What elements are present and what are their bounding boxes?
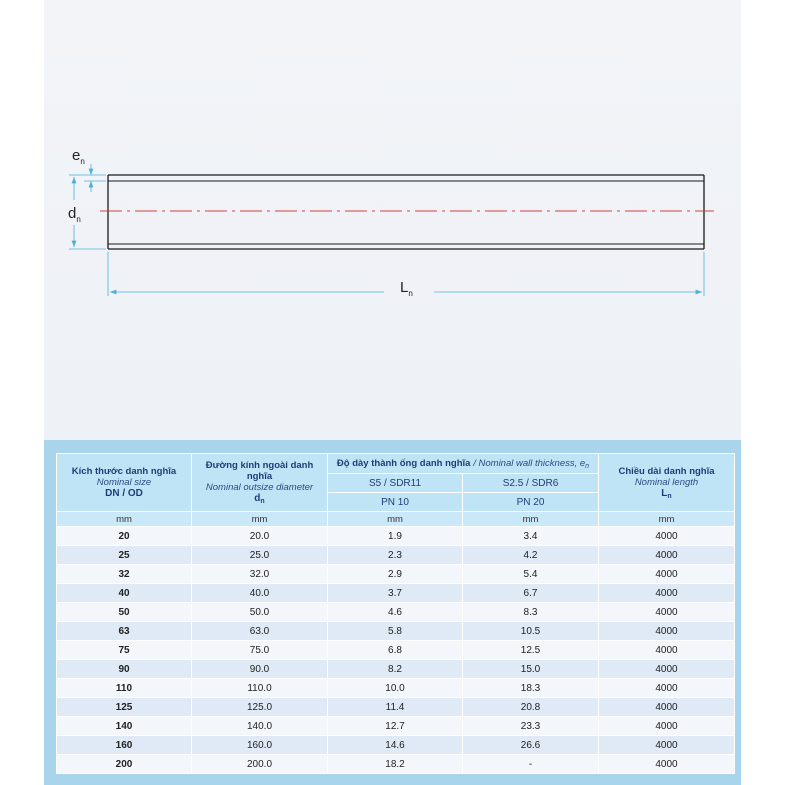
table-cell: 125.0 [192, 698, 328, 717]
spec-table [56, 453, 735, 774]
table-cell: 160.0 [192, 736, 328, 755]
table-cell: 11.4 [328, 698, 463, 717]
table-cell: 4.6 [328, 603, 463, 622]
table-cell: 3.7 [328, 584, 463, 603]
table-cell: 200 [57, 755, 192, 774]
table-cell: 6.7 [463, 584, 599, 603]
table-cell: 125 [57, 698, 192, 717]
table-cell: 4000 [599, 546, 735, 565]
table-cell: 4000 [599, 527, 735, 546]
table-cell: 5.4 [463, 565, 599, 584]
table-cell: 140.0 [192, 717, 328, 736]
table-cell: 18.2 [328, 755, 463, 774]
table-cell: 5.8 [328, 622, 463, 641]
unit-row [57, 512, 735, 527]
table-cell: 26.6 [463, 736, 599, 755]
table-cell: 10.0 [328, 679, 463, 698]
table-cell: 110.0 [192, 679, 328, 698]
header-nominal-length-en: Nominal length [634, 476, 699, 488]
table-cell: 110 [57, 679, 192, 698]
table-cell: 75 [57, 641, 192, 660]
table-cell: 200.0 [192, 755, 328, 774]
table-row [57, 641, 735, 660]
table-cell: 4.2 [463, 546, 599, 565]
table-cell: 160 [57, 736, 192, 755]
table-row [57, 679, 735, 698]
table-cell: 8.2 [328, 660, 463, 679]
header-wall-thickness-vn: Độ dày thành ống danh nghĩa [336, 457, 471, 469]
table-row [57, 755, 735, 774]
table-row [57, 698, 735, 717]
table-cell: 18.3 [463, 679, 599, 698]
table-cell: 4000 [599, 660, 735, 679]
table-cell: 32 [57, 565, 192, 584]
pipe-outline [108, 175, 704, 249]
table-cell: 40 [57, 584, 192, 603]
header-wall-thickness: Độ dày thành ống danh nghĩa / Nominal wall thickness, $e_n$ [328, 454, 599, 474]
unit-cell: mm [328, 512, 463, 527]
table-cell: 63 [57, 622, 192, 641]
header-nominal-size-en: Nominal size [96, 477, 152, 488]
table-row [57, 717, 735, 736]
table-cell: 25.0 [192, 546, 328, 565]
table-cell: 12.7 [328, 717, 463, 736]
table-row [57, 565, 735, 584]
table-cell: 4000 [599, 641, 735, 660]
table-cell: 4000 [599, 584, 735, 603]
table-cell: 12.5 [463, 641, 599, 660]
table-cell: 50.0 [192, 603, 328, 622]
table-cell: 4000 [599, 698, 735, 717]
table-row [57, 584, 735, 603]
table-row [57, 660, 735, 679]
table-cell: 90.0 [192, 660, 328, 679]
header-s25: S2.5 / SDR6 [463, 474, 599, 493]
header-nominal-length-sym: $L_n$ [661, 487, 672, 500]
table-cell: 8.3 [463, 603, 599, 622]
unit-cell: mm [463, 512, 599, 527]
header-nominal-length [599, 454, 735, 512]
table-cell: 40.0 [192, 584, 328, 603]
header-nominal-size-vn: Kích thước danh nghĩa [71, 466, 177, 477]
table-body [57, 527, 735, 774]
table-cell: 3.4 [463, 527, 599, 546]
header-nominal-length-vn: Chiều dài danh nghĩa [618, 465, 715, 477]
table-cell: 1.9 [328, 527, 463, 546]
pipe-drawing [44, 0, 741, 440]
table-cell: 15.0 [463, 660, 599, 679]
table-cell: 75.0 [192, 641, 328, 660]
table-cell: 4000 [599, 565, 735, 584]
table-row [57, 603, 735, 622]
unit-cell: mm [192, 512, 328, 527]
table-cell: 4000 [599, 755, 735, 774]
table-cell: 50 [57, 603, 192, 622]
table-cell: 23.3 [463, 717, 599, 736]
table-cell: 20.0 [192, 527, 328, 546]
table-cell: 6.8 [328, 641, 463, 660]
table-cell: 90 [57, 660, 192, 679]
table-cell: - [463, 755, 599, 774]
table-container [44, 440, 741, 785]
header-pn10: PN 10 [328, 493, 463, 512]
header-nominal-size-code: DN / OD [105, 488, 143, 499]
label-L: $L_n$ [400, 279, 413, 298]
table-cell: 4000 [599, 736, 735, 755]
table-cell: 4000 [599, 622, 735, 641]
header-outside-diameter [192, 454, 328, 512]
table-cell: 14.6 [328, 736, 463, 755]
header-wall-thickness-en: / Nominal wall thickness, e [473, 457, 586, 469]
table-cell: 63.0 [192, 622, 328, 641]
header-outside-diameter-en: Nominal outsize diameter [205, 482, 314, 493]
table-cell: 4000 [599, 603, 735, 622]
table-row [57, 736, 735, 755]
label-d: $d_n$ [68, 205, 81, 224]
table-cell: 4000 [599, 679, 735, 698]
table-cell: 2.3 [328, 546, 463, 565]
header-outside-diameter-sym: $d_n$ [254, 493, 265, 505]
wall-thickness-dimension [84, 164, 106, 192]
header-outside-diameter-vn: Đường kính ngoài danh nghĩa [205, 460, 314, 482]
table-cell: 10.5 [463, 622, 599, 641]
table-cell: 4000 [599, 717, 735, 736]
table-cell: 2.9 [328, 565, 463, 584]
unit-cell: mm [57, 512, 192, 527]
table-cell: 20.8 [463, 698, 599, 717]
header-s5: S5 / SDR11 [328, 474, 463, 493]
header-pn20: PN 20 [463, 493, 599, 512]
header-nominal-size [57, 454, 192, 512]
table-cell: 32.0 [192, 565, 328, 584]
label-e: $e_n$ [72, 147, 85, 166]
table-row [57, 546, 735, 565]
table-cell: 25 [57, 546, 192, 565]
table-cell: 20 [57, 527, 192, 546]
table-row [57, 527, 735, 546]
unit-cell: mm [599, 512, 735, 527]
table-cell: 140 [57, 717, 192, 736]
table-row [57, 622, 735, 641]
